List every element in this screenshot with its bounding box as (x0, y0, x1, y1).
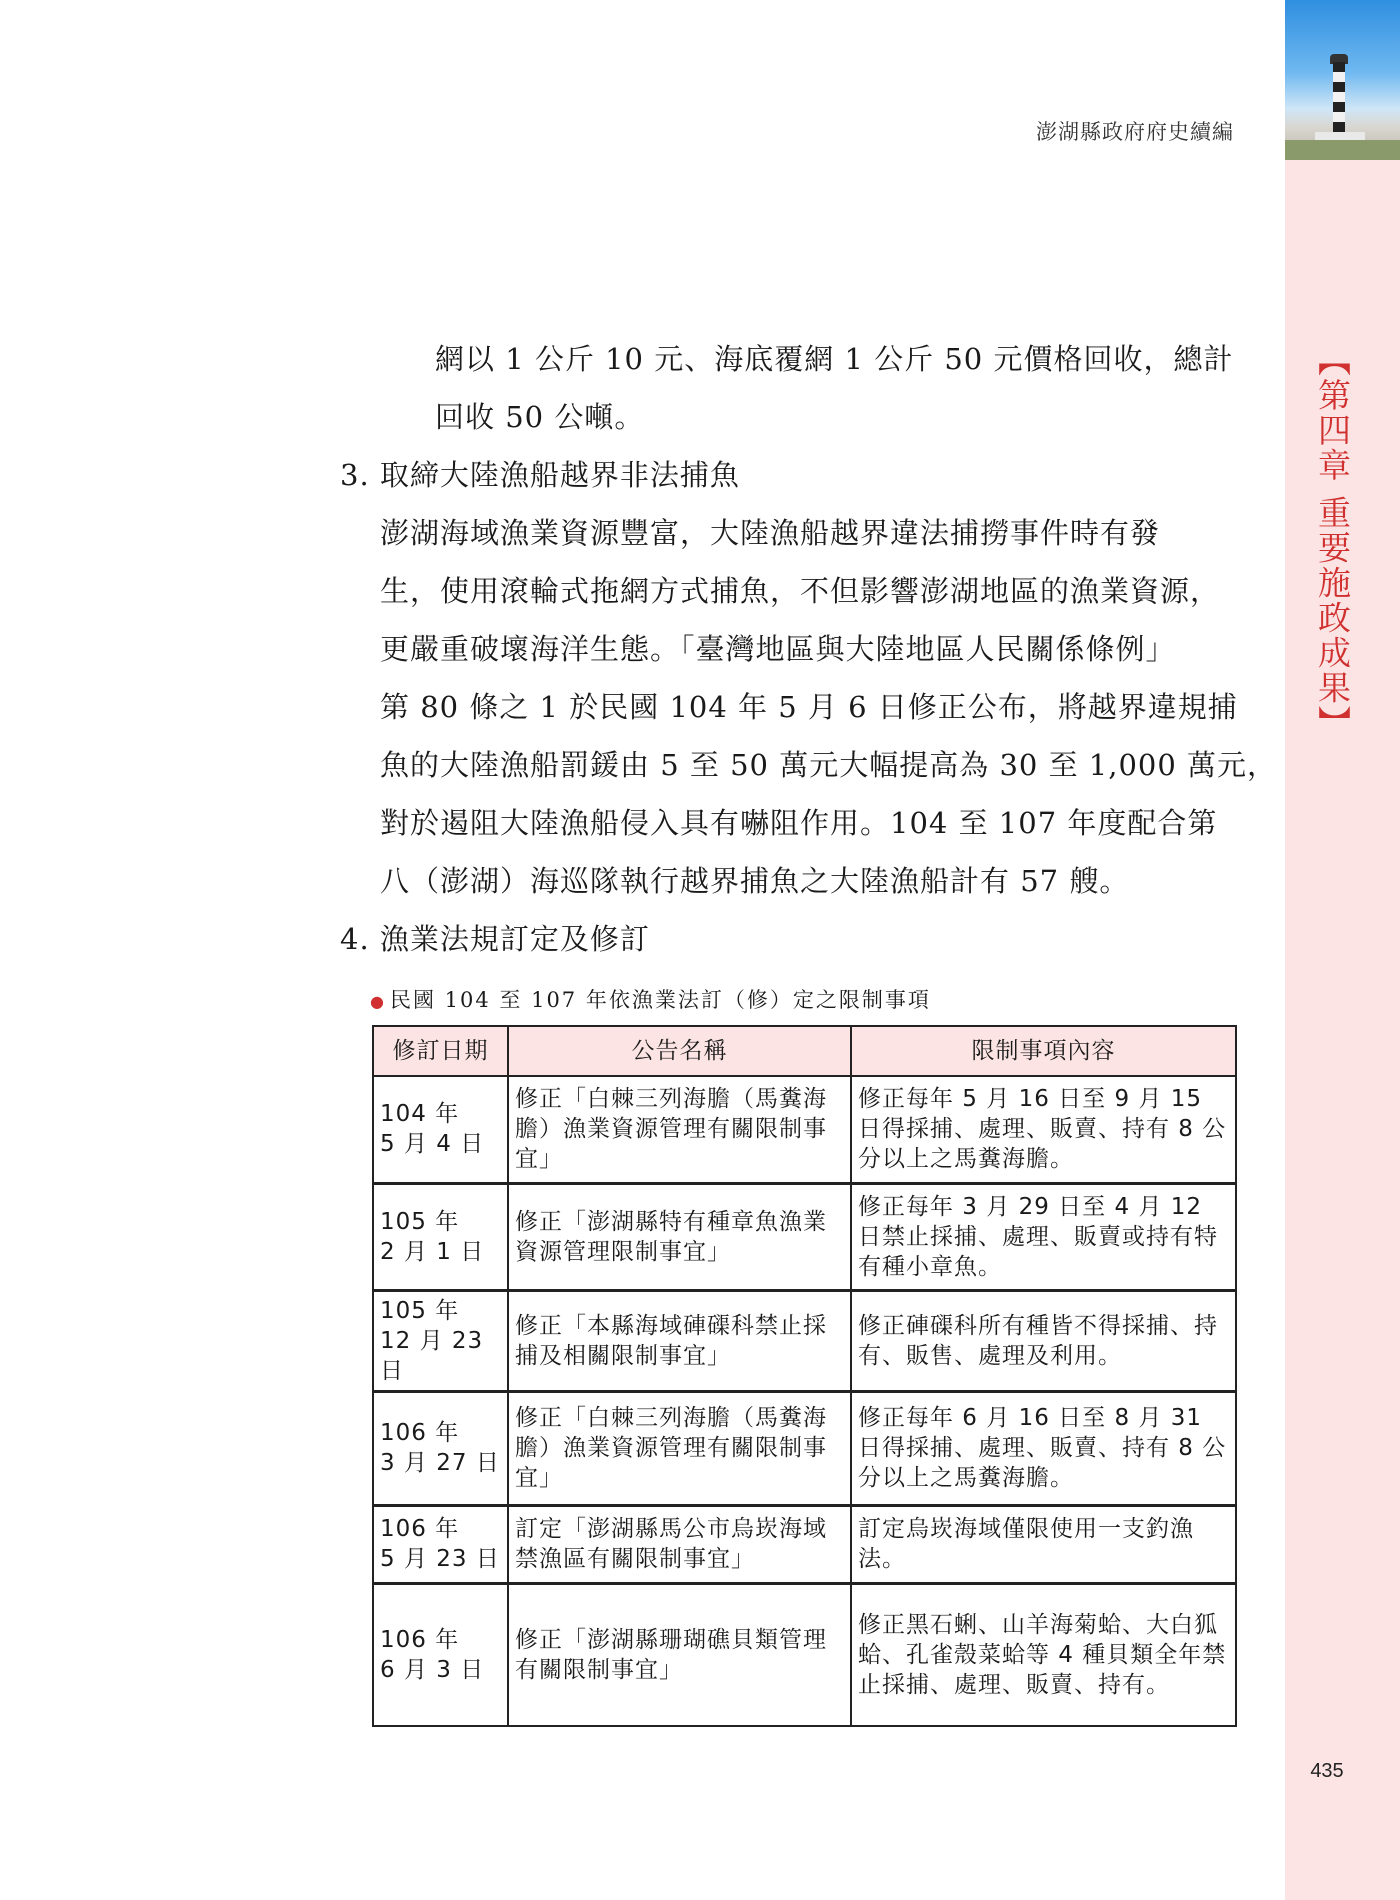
page-number: 435 (1310, 1760, 1344, 1782)
table-row (373, 1505, 1236, 1583)
date-day: 5 月 4 日 (380, 1131, 485, 1158)
column-header: 限制事項內容 (851, 1026, 1236, 1076)
column-header: 修訂日期 (373, 1026, 508, 1076)
date-cell (373, 1505, 508, 1583)
column-header: 公告名稱 (508, 1026, 851, 1076)
date-cell (373, 1076, 508, 1183)
date-year: 106 年 (380, 1516, 460, 1542)
date-year: 105 年 (380, 1297, 460, 1324)
date-day: 2 月 1 日 (380, 1238, 485, 1265)
table-caption-text: 民國 104 至 107 年依漁業法訂（修）定之限制事項 (389, 988, 931, 1012)
body-line: 第 80 條之 1 於民國 104 年 5 月 6 日修正公布，將越界違規捕 (380, 690, 1238, 724)
running-header: 澎湖縣政府府史續編 (1036, 120, 1234, 144)
table-row (373, 1583, 1236, 1726)
section-heading: 4. 漁業法規訂定及修訂 (340, 922, 650, 956)
date-day: 3 月 27 日 (380, 1450, 500, 1476)
date-year: 106 年 (380, 1626, 460, 1653)
name-cell: 修正「白棘三列海膽（馬糞海膽）漁業資源管理有關限制事宜」 (508, 1076, 851, 1183)
body-line: 回收 50 公噸。 (435, 400, 645, 434)
date-cell (373, 1391, 508, 1505)
name-cell: 訂定「澎湖縣馬公市烏崁海域禁漁區有關限制事宜」 (508, 1505, 851, 1583)
body-line: 澎湖海域漁業資源豐富，大陸漁船越界違法捕撈事件時有發 (380, 516, 1161, 550)
table-row (373, 1076, 1236, 1183)
name-cell: 修正「白棘三列海膽（馬糞海膽）漁業資源管理有關限制事宜」 (508, 1391, 851, 1505)
bullet-icon: ● (370, 992, 386, 1011)
date-day: 5 月 23 日 (380, 1546, 500, 1572)
date-day: 12 月 23 日 (380, 1327, 484, 1384)
table-header-row (373, 1026, 1236, 1076)
regulations-table (372, 1025, 1237, 1727)
body-line: 對於遏阻大陸漁船侵入具有嚇阻作用。104 至 107 年度配合第 (380, 806, 1218, 840)
date-year: 105 年 (380, 1208, 460, 1235)
table-row (373, 1290, 1236, 1391)
lighthouse-photo (1285, 0, 1400, 160)
date-year: 104 年 (380, 1101, 460, 1128)
body-line: 更嚴重破壞海洋生態。「臺灣地區與大陸地區人民關係條例」 (380, 632, 1176, 666)
table-caption (370, 984, 931, 1014)
body-line: 網以 1 公斤 10 元、海底覆網 1 公斤 50 元價格回收，總計 (435, 342, 1234, 376)
table-row (373, 1183, 1236, 1290)
date-cell (373, 1183, 508, 1290)
content-cell: 修正硨磲科所有種皆不得採捕、持有、販售、處理及利用。 (851, 1290, 1236, 1391)
chapter-title: 【第四章 重要施政成果】 (1313, 343, 1352, 741)
side-band (1285, 0, 1400, 1900)
content-cell: 修正黑石蜊、山羊海菊蛤、大白狐蛤、孔雀殼菜蛤等 4 種貝類全年禁止採捕、處理、販賣、持有。 (851, 1583, 1236, 1726)
body-line: 八（澎湖）海巡隊執行越界捕魚之大陸漁船計有 57 艘。 (380, 864, 1130, 898)
date-year: 106 年 (380, 1420, 460, 1446)
content-cell: 修正每年 3 月 29 日至 4 月 12 日禁止採捕、處理、販賣或持有特有種小章魚。 (851, 1183, 1236, 1290)
date-cell (373, 1290, 508, 1391)
table-row (373, 1391, 1236, 1505)
content-cell: 修正每年 6 月 16 日至 8 月 31 日得採捕、處理、販賣、持有 8 公分以上之馬糞海膽。 (851, 1391, 1236, 1505)
name-cell: 修正「澎湖縣特有種章魚漁業資源管理限制事宜」 (508, 1183, 851, 1290)
content-cell: 訂定烏崁海域僅限使用一支釣漁法。 (851, 1505, 1236, 1583)
date-day: 6 月 3 日 (380, 1656, 485, 1683)
section-heading: 3. 取締大陸漁船越界非法捕魚 (340, 458, 740, 492)
date-cell (373, 1583, 508, 1726)
content-cell: 修正每年 5 月 16 日至 9 月 15 日得採捕、處理、販賣、持有 8 公分以上之馬糞海膽。 (851, 1076, 1236, 1183)
name-cell: 修正「本縣海域硨磲科禁止採捕及相關限制事宜」 (508, 1290, 851, 1391)
body-line: 生，使用滾輪式拖網方式捕魚，不但影響澎湖地區的漁業資源， (380, 574, 1221, 608)
body-line: 魚的大陸漁船罰鍰由 5 至 50 萬元大幅提高為 30 至 1,000 萬元， (380, 748, 1278, 782)
name-cell: 修正「澎湖縣珊瑚礁貝類管理有關限制事宜」 (508, 1583, 851, 1726)
